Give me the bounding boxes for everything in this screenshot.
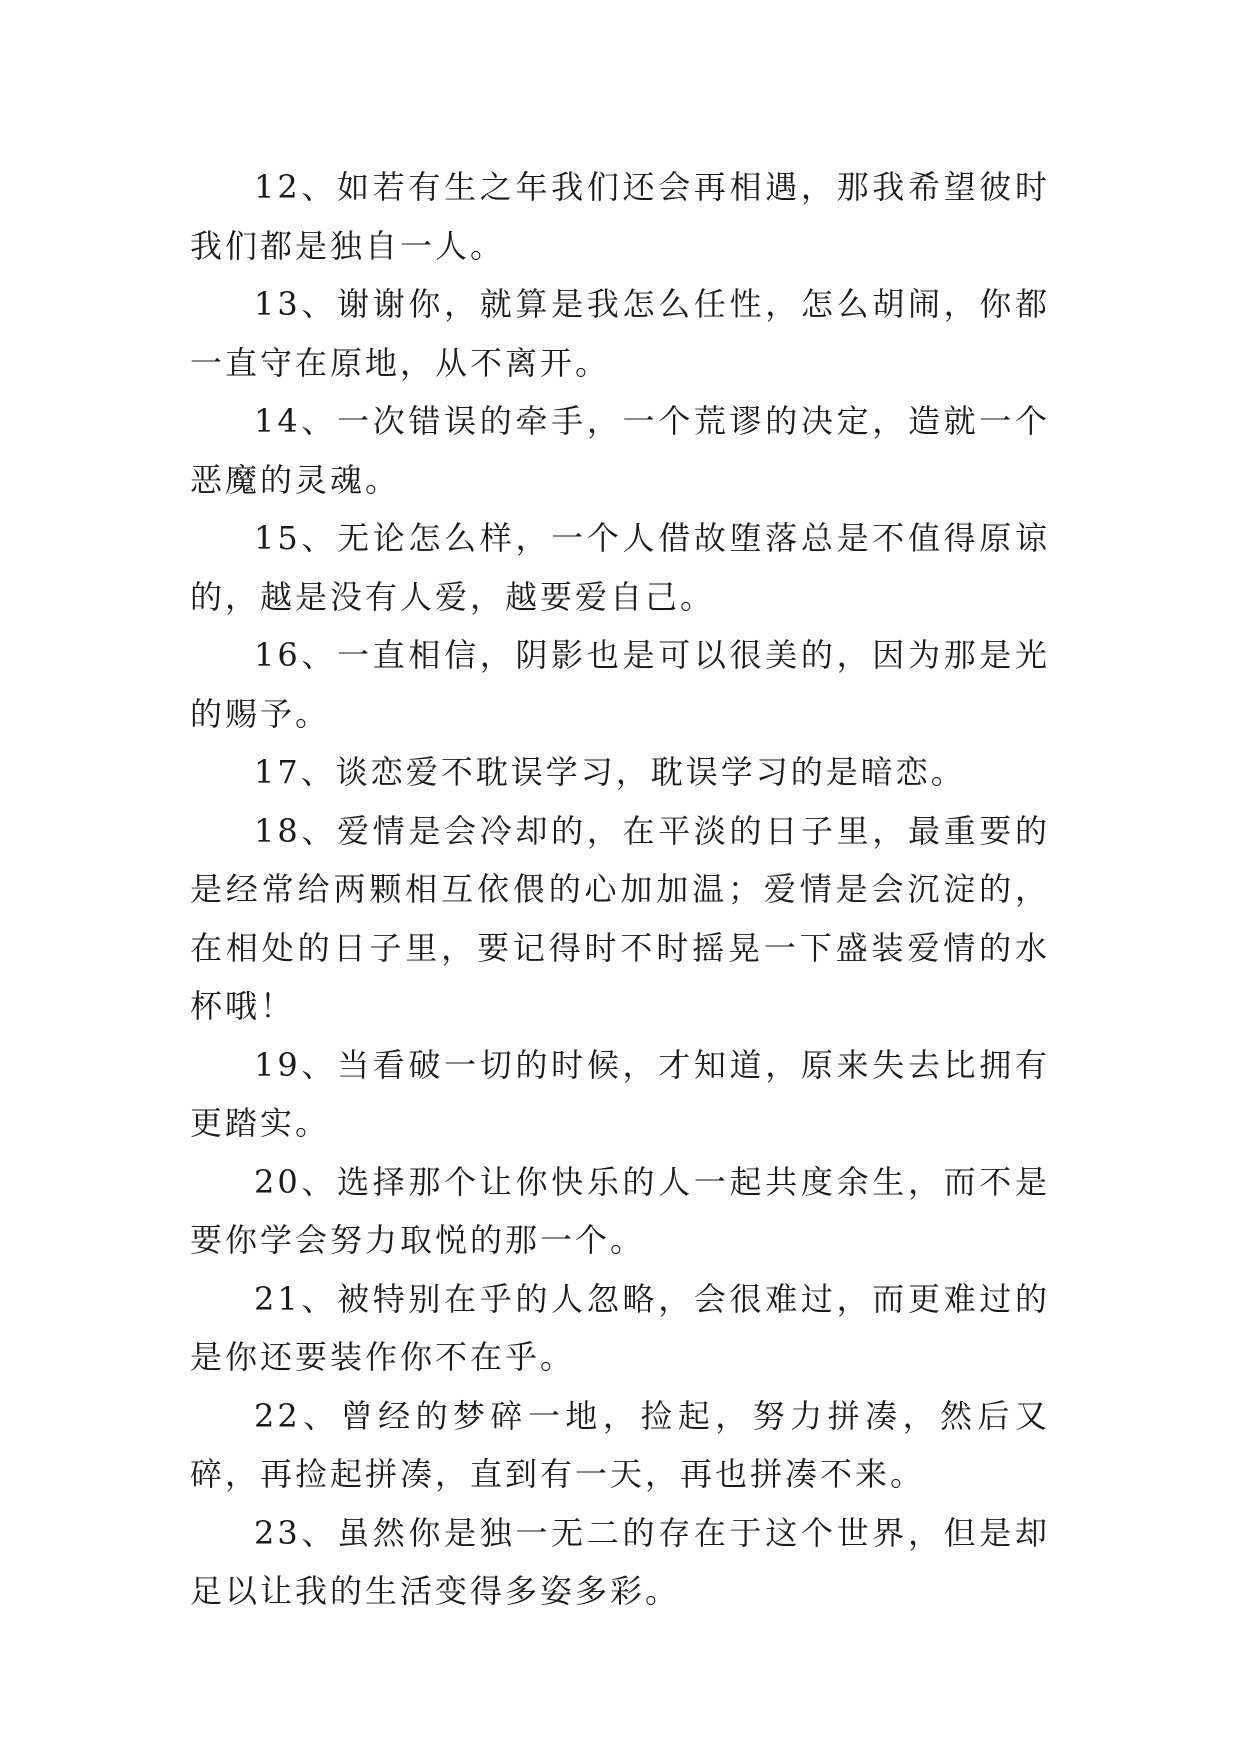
quote-paragraph-21: 21、被特别在乎的人忽略，会很难过，而更难过的是你还要装作你不在乎。 [190,1279,1050,1376]
quote-paragraph-22: 22、曾经的梦碎一地，捡起，努力拼凑，然后又碎，再捡起拼凑，直到有一天，再也拼凑不来。 [190,1396,1050,1493]
quote-paragraph-14: 14、一次错误的牵手，一个荒谬的决定，造就一个恶魔的灵魂。 [190,402,1050,499]
quote-paragraph-20: 20、选择那个让你快乐的人一起共度余生，而不是要你学会努力取悦的那一个。 [190,1162,1050,1259]
quote-paragraph-15: 15、无论怎么样，一个人借故堕落总是不值得原谅的，越是没有人爱，越要爱自己。 [190,519,1050,616]
quote-paragraph-13: 13、谢谢你，就算是我怎么任性，怎么胡闹，你都一直守在原地，从不离开。 [190,285,1050,382]
quote-paragraph-16: 16、一直相信，阴影也是可以很美的，因为那是光的赐予。 [190,636,1050,733]
quote-paragraph-18: 18、爱情是会冷却的，在平淡的日子里，最重要的是经常给两颗相互依偎的心加加温；爱情是会沉淀的，在相处的日子里，要记得时不时摇晃一下盛装爱情的水杯哦！ [190,811,1050,1025]
document-page [190,158,1050,1621]
quote-paragraph-23: 23、虽然你是独一无二的存在于这个世界，但是却足以让我的生活变得多姿多彩。 [190,1513,1050,1610]
quote-paragraph-12: 12、如若有生之年我们还会再相遇，那我希望彼时我们都是独自一人。 [190,168,1050,265]
quote-paragraph-17: 17、谈恋爱不耽误学习，耽误学习的是暗恋。 [254,753,966,791]
quote-paragraph-19: 19、当看破一切的时候，才知道，原来失去比拥有更踏实。 [190,1045,1050,1142]
